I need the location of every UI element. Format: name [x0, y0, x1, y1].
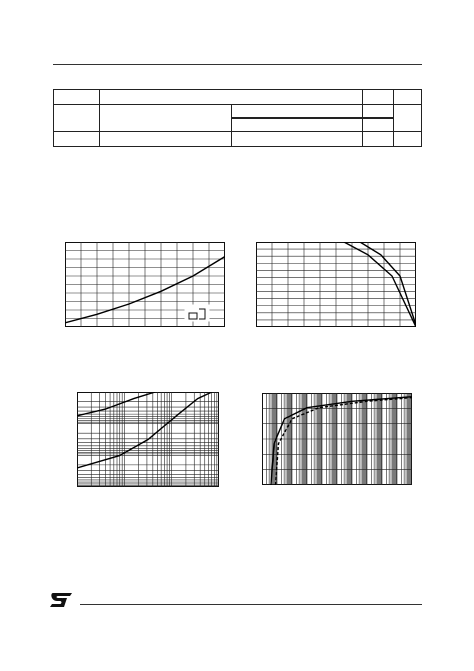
figure-4-plot	[262, 393, 412, 485]
figure-3-chart	[77, 392, 219, 487]
figure-2-plot	[256, 242, 416, 327]
table-col-divider	[393, 90, 394, 146]
figure-4-chart	[262, 393, 412, 485]
figure-1-plot	[65, 242, 225, 327]
figure-3-plot	[77, 392, 219, 487]
header-rule	[53, 64, 422, 65]
schematic-symbol	[185, 305, 209, 321]
figure-2-chart	[256, 242, 416, 327]
table-subrow-divider	[231, 117, 393, 119]
st-logo	[50, 593, 72, 607]
figure-1-chart	[65, 242, 225, 327]
table-col-divider	[362, 90, 363, 146]
table-col-divider	[99, 90, 100, 146]
table-row-divider	[54, 131, 421, 132]
table-row-divider	[54, 104, 421, 105]
footer-rule	[80, 604, 422, 605]
parameter-table	[53, 89, 422, 147]
table-col-divider	[231, 104, 232, 146]
